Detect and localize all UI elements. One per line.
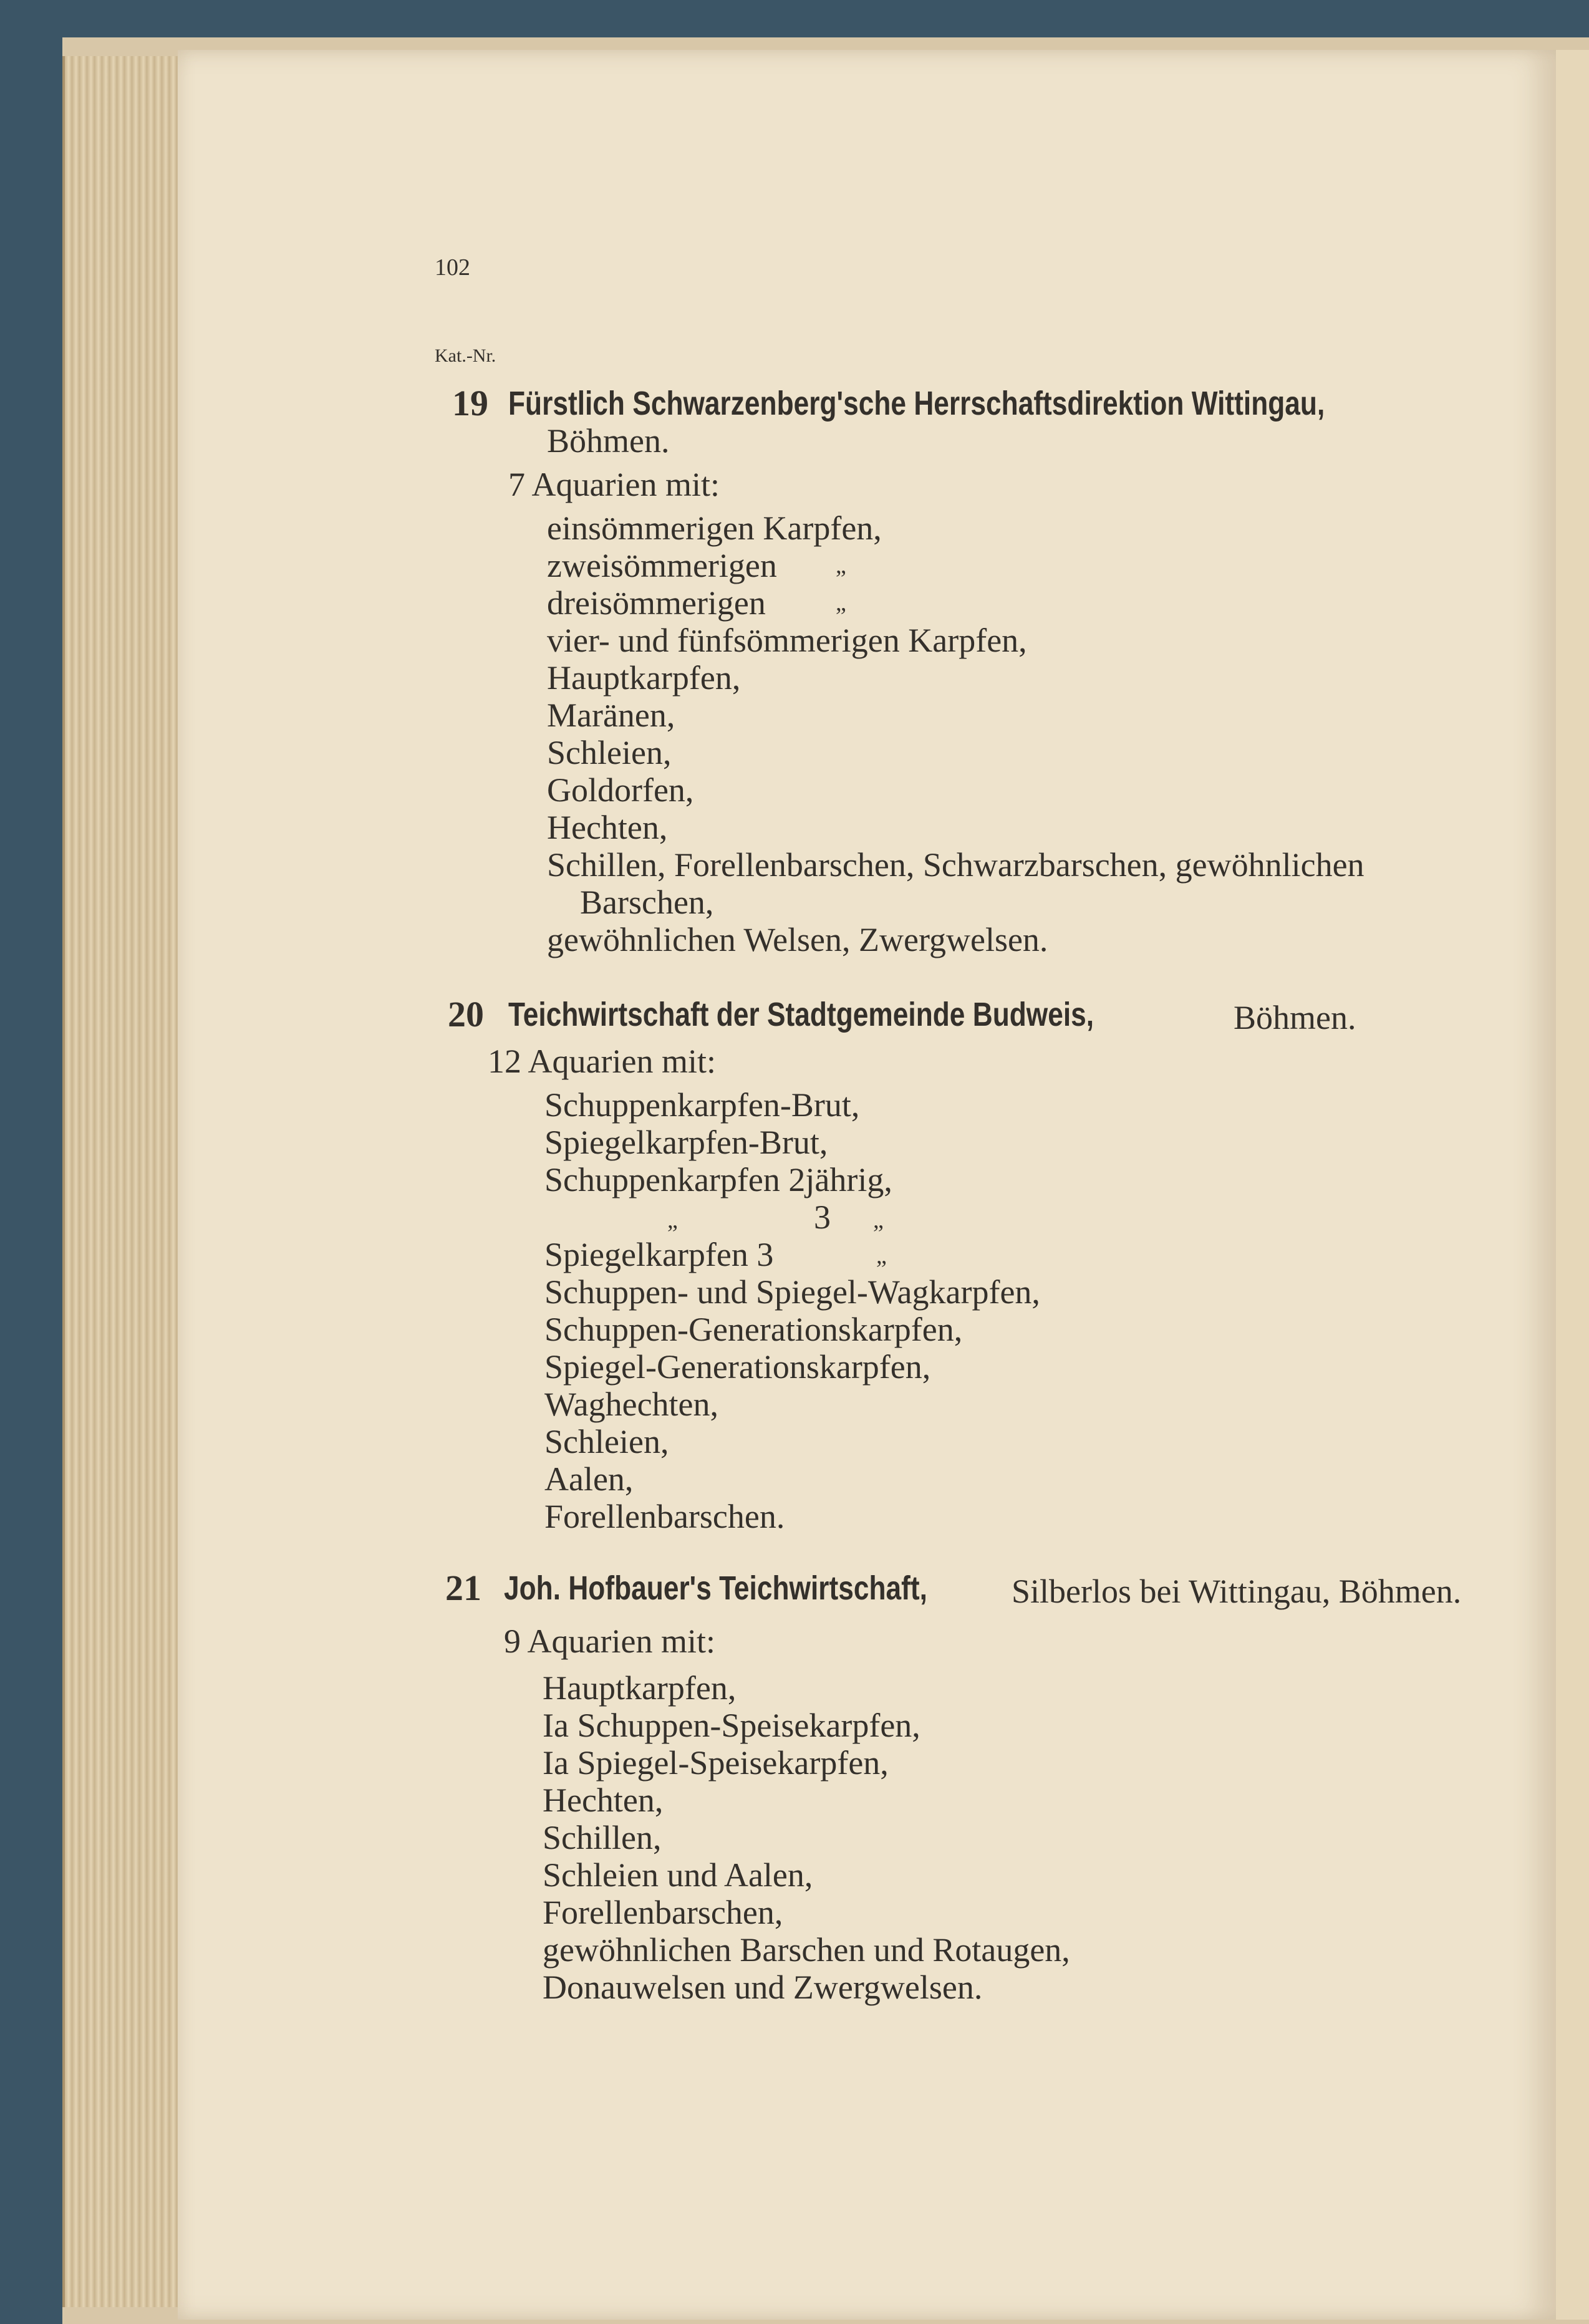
entry-19-item: zweisömmerigen [547, 547, 777, 584]
entry-21-aquaria: 9 Aquarien mit: [504, 1622, 715, 1660]
entry-20-item: Spiegelkarpfen-Brut, [544, 1124, 828, 1161]
ditto-mark: „ [873, 1207, 884, 1233]
entry-21-item: Ia Schuppen-Speisekarpfen, [543, 1707, 920, 1744]
entry-20-item: Schuppenkarpfen-Brut, [544, 1086, 860, 1124]
entry-21-number: 21 [445, 1568, 481, 1608]
entry-20-item: Schuppen-Generationskarpfen, [544, 1311, 963, 1348]
entry-19-location: Böhmen. [547, 422, 670, 460]
entry-19-item: gewöhnlichen Welsen, Zwergwelsen. [547, 921, 1048, 958]
entry-21-item: gewöhnlichen Barschen und Rotaugen, [543, 1931, 1070, 1969]
entry-21-item: Schleien und Aalen, [543, 1856, 813, 1894]
entry-20-name: Teichwirtschaft der Stadtgemeinde Budweis, [508, 996, 1094, 1033]
entry-20-aquaria: 12 Aquarien mit: [488, 1043, 716, 1080]
page-number: 102 [435, 254, 470, 281]
entry-21-item: Forellenbarschen, [543, 1894, 783, 1931]
entry-20-item: Schuppen- und Spiegel-Wagkarpfen, [544, 1273, 1040, 1311]
ditto-mark: „ [836, 552, 846, 579]
entry-21-item: Hechten, [543, 1782, 664, 1819]
entry-19-name: Fürstlich Schwarzenberg'sche Herrschaftsdirektion Wittingau, [508, 385, 1325, 422]
entry-21-item: Donauwelsen und Zwergwelsen. [543, 1969, 983, 2006]
entry-19-item: Barschen, [580, 884, 714, 921]
entry-19-item: vier- und fünfsömmerigen Karpfen, [547, 622, 1027, 659]
entry-21-location: Silberlos bei Wittingau, Böhmen. [1012, 1573, 1462, 1610]
entry-19-item: dreisömmerigen [547, 584, 766, 622]
entry-20-item: Schleien, [544, 1423, 669, 1460]
entry-19-item: Hauptkarpfen, [547, 659, 741, 697]
entry-19-item: einsömmerigen Karpfen, [547, 509, 882, 547]
entry-20-item: Schuppenkarpfen 2jährig, [544, 1161, 892, 1198]
ditto-mark: „ [876, 1243, 887, 1269]
entry-20-location: Böhmen. [1234, 999, 1356, 1036]
entry-20-number: 20 [448, 994, 484, 1034]
ditto-mark: „ [667, 1207, 678, 1233]
entry-19-item: Schillen, Forellenbarschen, Schwarzbarschen, gewöhnlichen [547, 846, 1364, 884]
entry-19-item: Hechten, [547, 809, 668, 846]
entry-19-item: Schleien, [547, 734, 672, 771]
entry-20-item: Aalen, [544, 1460, 634, 1498]
entry-20-item: 3 [814, 1198, 831, 1236]
ditto-mark: „ [836, 590, 846, 616]
entry-19-aquaria: 7 Aquarien mit: [508, 466, 720, 503]
entry-21-item: Ia Spiegel-Speisekarpfen, [543, 1744, 889, 1782]
entry-20-item: Spiegel-Generationskarpfen, [544, 1348, 931, 1386]
entry-21-item: Hauptkarpfen, [543, 1669, 737, 1707]
entry-19-item: Maränen, [547, 697, 675, 734]
entry-19-item: Goldorfen, [547, 771, 694, 809]
entry-20-item: Waghechten, [544, 1386, 719, 1423]
entry-21-item: Schillen, [543, 1819, 662, 1856]
entry-21-name: Joh. Hofbauer's Teichwirtschaft, [504, 1569, 927, 1607]
kat-nr-label: Kat.-Nr. [435, 345, 496, 366]
next-page-edge [1556, 50, 1589, 2320]
page-edge-stack [62, 56, 190, 2307]
entry-20-item: Spiegelkarpfen 3 [544, 1236, 774, 1273]
entry-19-number: 19 [452, 383, 488, 423]
entry-20-item: Forellenbarschen. [544, 1498, 785, 1535]
